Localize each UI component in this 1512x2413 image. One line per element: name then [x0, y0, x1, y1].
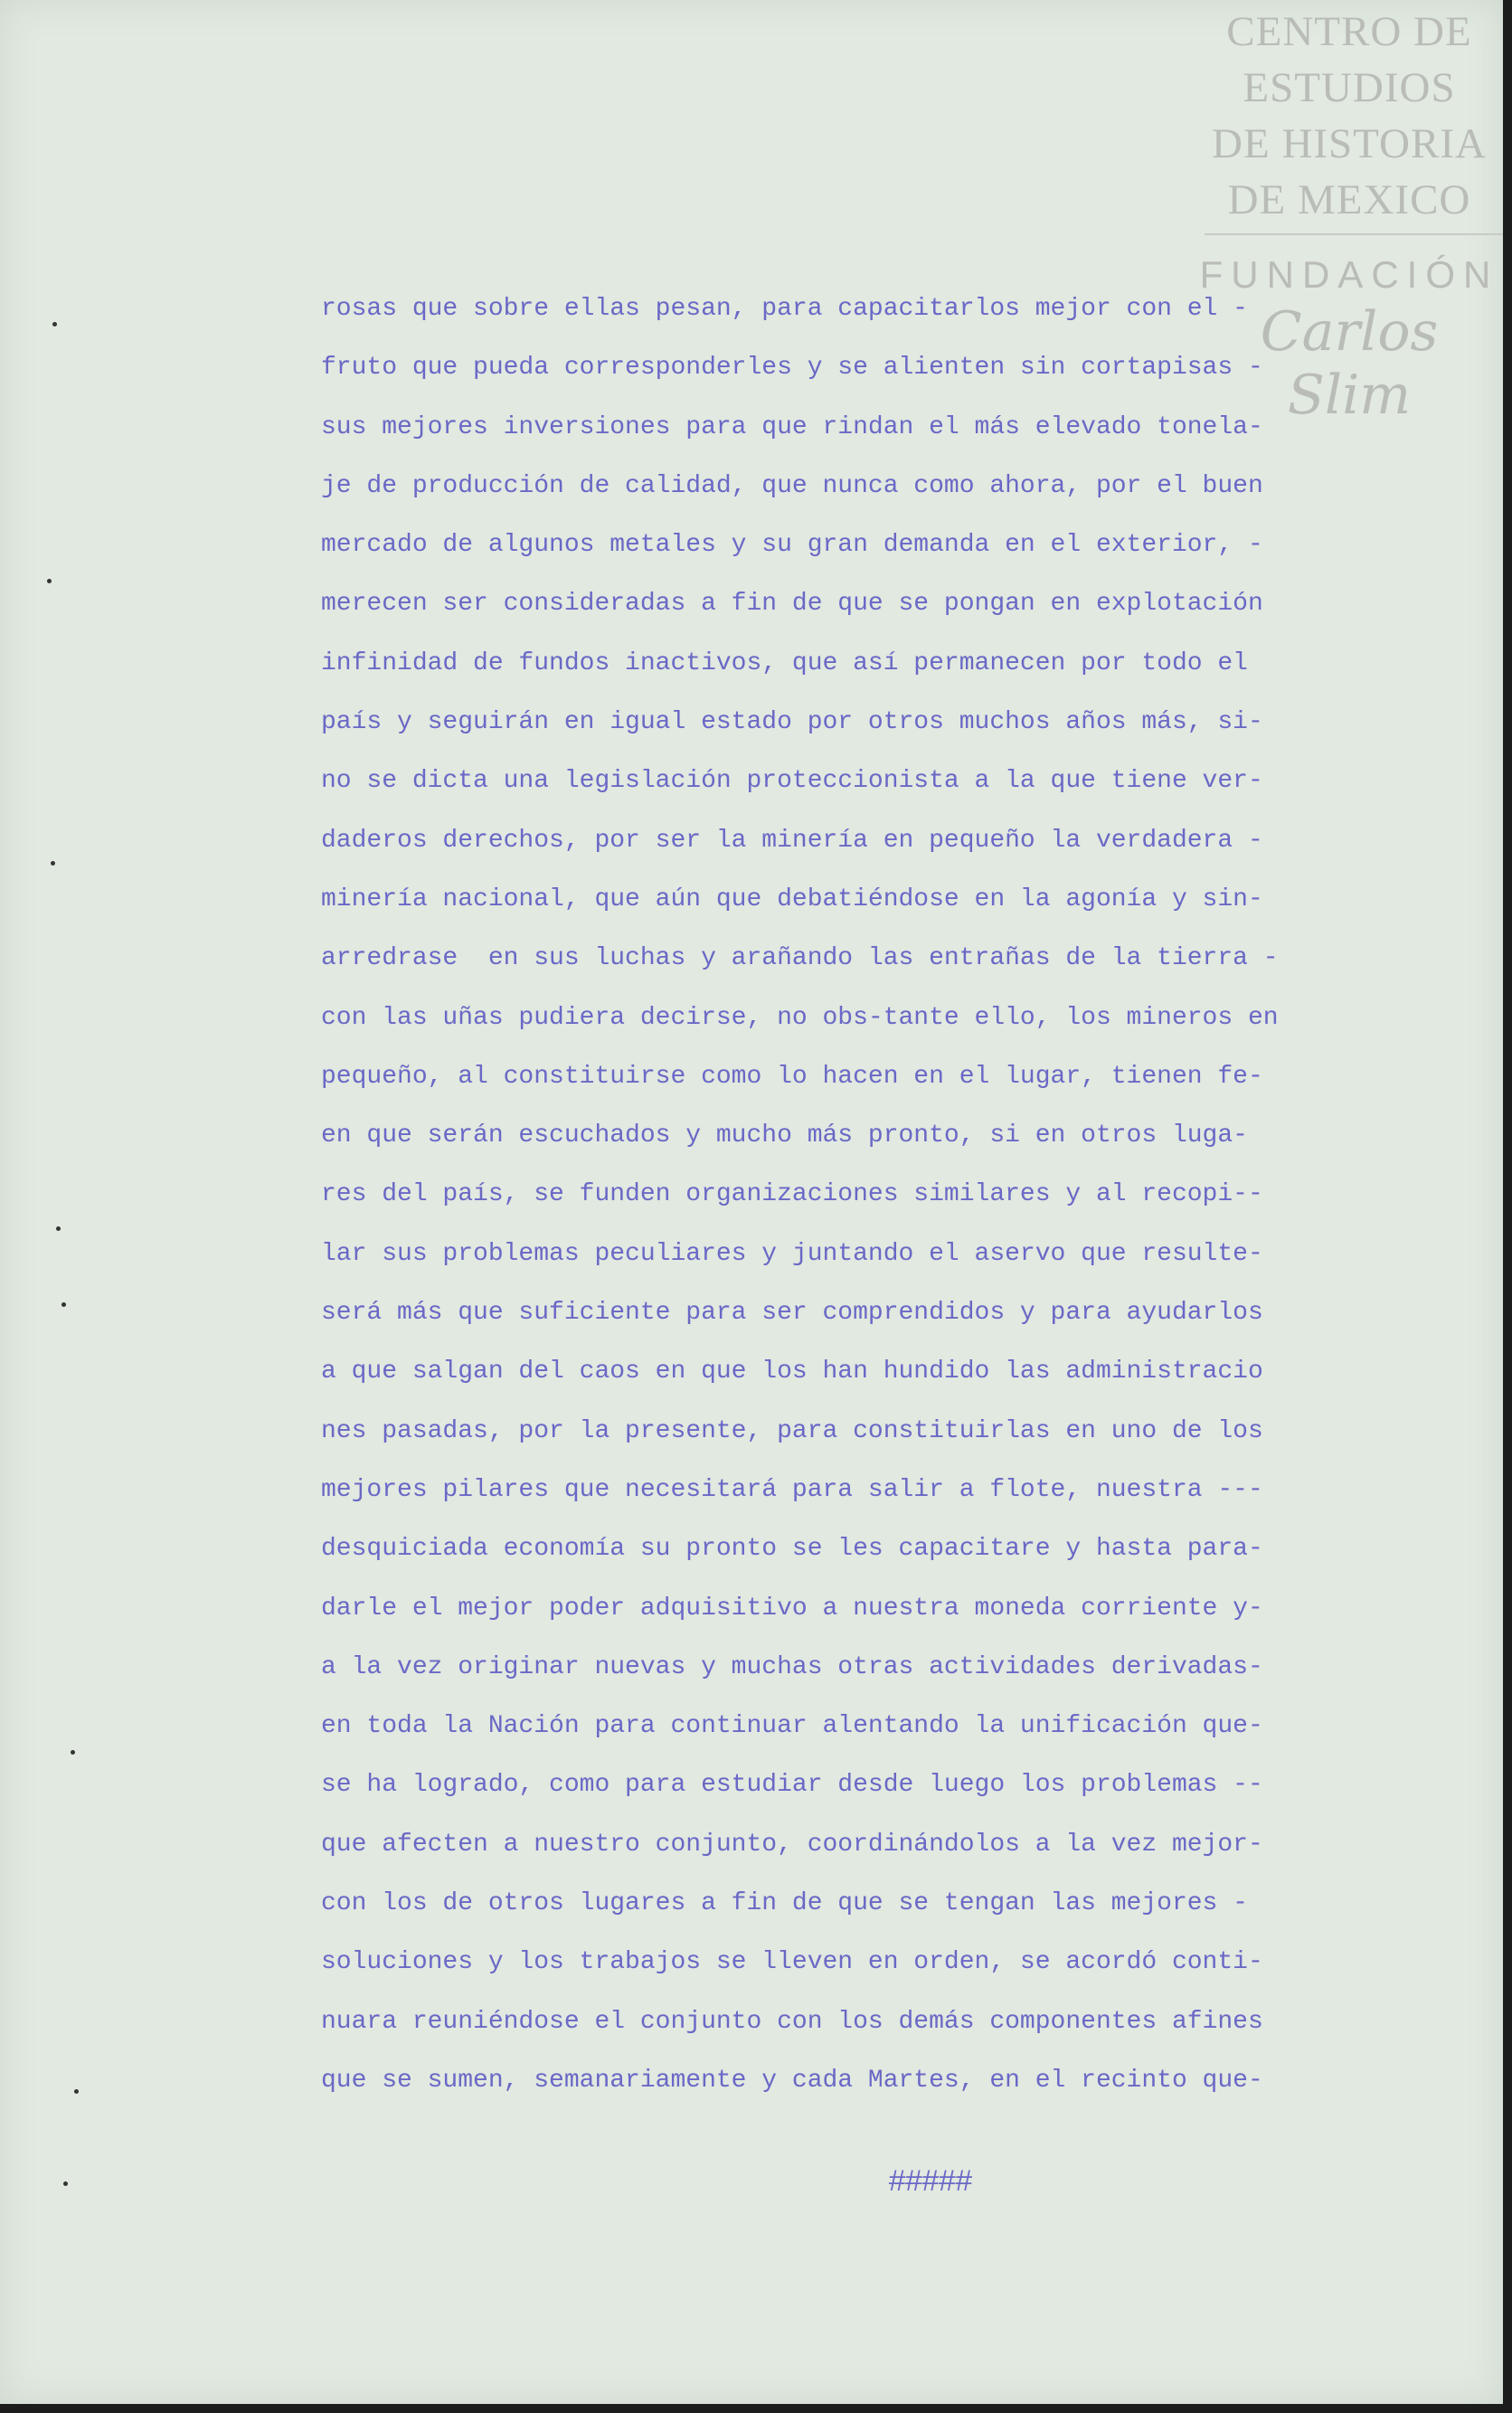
text-line: darle el mejor poder adquisitivo a nuestra moneda corriente y-: [321, 1594, 1263, 1623]
text-line: no se dicta una legislación proteccionista a la que tiene ver-: [321, 767, 1263, 796]
text-line: en que serán escuchados y mucho más pronto, si en otros luga-: [321, 1121, 1248, 1150]
text-line: fruto que pueda corresponderles y se alienten sin cortapisas -: [321, 354, 1263, 383]
watermark-line-1: CENTRO DE: [1226, 8, 1472, 55]
text-line: que afecten a nuestro conjunto, coordinándolos a la vez mejor-: [321, 1830, 1263, 1859]
margin-speck: [71, 1750, 75, 1755]
text-line: sus mejores inversiones para que rindan el más elevado tonela-: [321, 412, 1263, 441]
text-line: nes pasadas, por la presente, para constituirlas en uno de los: [321, 1416, 1263, 1445]
watermark-signature: Carlos Slim: [1260, 300, 1439, 427]
text-line: con los de otros lugares a fin de que se tengan las mejores -: [321, 1889, 1248, 1918]
margin-speck: [56, 1226, 61, 1231]
margin-speck: [47, 579, 52, 583]
text-line: minería nacional, que aún que debatiéndose en la agonía y sin-: [321, 885, 1263, 913]
text-line: mercado de algunos metales y su gran demanda en el exterior, -: [321, 531, 1263, 560]
margin-speck: [51, 861, 55, 866]
text-line: je de producción de calidad, que nunca como ahora, por el buen: [321, 471, 1263, 500]
text-line: merecen ser consideradas a fin de que se pongan en explotación: [321, 590, 1263, 619]
text-line: soluciones y los trabajos se lleven en orden, se acordó conti-: [321, 1948, 1263, 1977]
text-line: res del país, se funden organizaciones similares y al recopi--: [321, 1180, 1263, 1209]
text-line: daderos derechos, por ser la minería en pequeño la verdadera -: [321, 826, 1263, 855]
margin-speck: [61, 1302, 66, 1307]
text-line: pequeño, al constituirse como lo hacen en el lugar, tienen fe-: [321, 1062, 1263, 1091]
typed-body-text: [321, 279, 1279, 2110]
watermark-line-2: ESTUDIOS: [1243, 64, 1456, 111]
margin-speck: [52, 322, 57, 326]
watermark-foundation: FUNDACIÓN: [1199, 253, 1499, 296]
text-line: mejores pilares que necesitará para salir a flote, nuestra ---: [321, 1475, 1263, 1504]
text-line: será más que suficiente para ser comprendidos y para ayudarlos: [321, 1299, 1263, 1328]
text-line: se ha logrado, como para estudiar desde luego los problemas --: [321, 1771, 1263, 1800]
text-line: infinidad de fundos inactivos, que así permanecen por todo el: [321, 648, 1248, 677]
text-line: a que salgan del caos en que los han hundido las administracio: [321, 1358, 1263, 1386]
text-line: a la vez originar nuevas y muchas otras actividades derivadas-: [321, 1652, 1263, 1681]
watermark-line-3: DE HISTORIA: [1212, 120, 1487, 167]
watermark-line-4: DE MEXICO: [1227, 176, 1471, 223]
text-line: que se sumen, semanariamente y cada Martes, en el recinto que-: [321, 2066, 1263, 2095]
text-line: nuara reuniéndose el conjunto con los demás componentes afines: [321, 2007, 1263, 2036]
margin-speck: [63, 2181, 68, 2186]
end-of-page-mark: #####: [888, 2166, 972, 2200]
text-line: en toda la Nación para continuar alentando la unificación que-: [321, 1712, 1263, 1741]
text-line: con las uñas pudiera decirse, no obs-tante ello, los mineros en: [321, 1003, 1279, 1032]
text-line: rosas que sobre ellas pesan, para capacitarlos mejor con el -: [321, 295, 1248, 323]
text-line: país y seguirán en igual estado por otros muchos años más, si-: [321, 708, 1263, 737]
margin-speck: [74, 2089, 79, 2094]
text-line: arredrase en sus luchas y arañando las entrañas de la tierra -: [321, 944, 1279, 973]
text-line: lar sus problemas peculiares y juntando el aservo que resulte-: [321, 1239, 1263, 1268]
watermark-divider: [1205, 233, 1503, 235]
text-line: desquiciada economía su pronto se les capacitare y hasta para-: [321, 1535, 1263, 1564]
